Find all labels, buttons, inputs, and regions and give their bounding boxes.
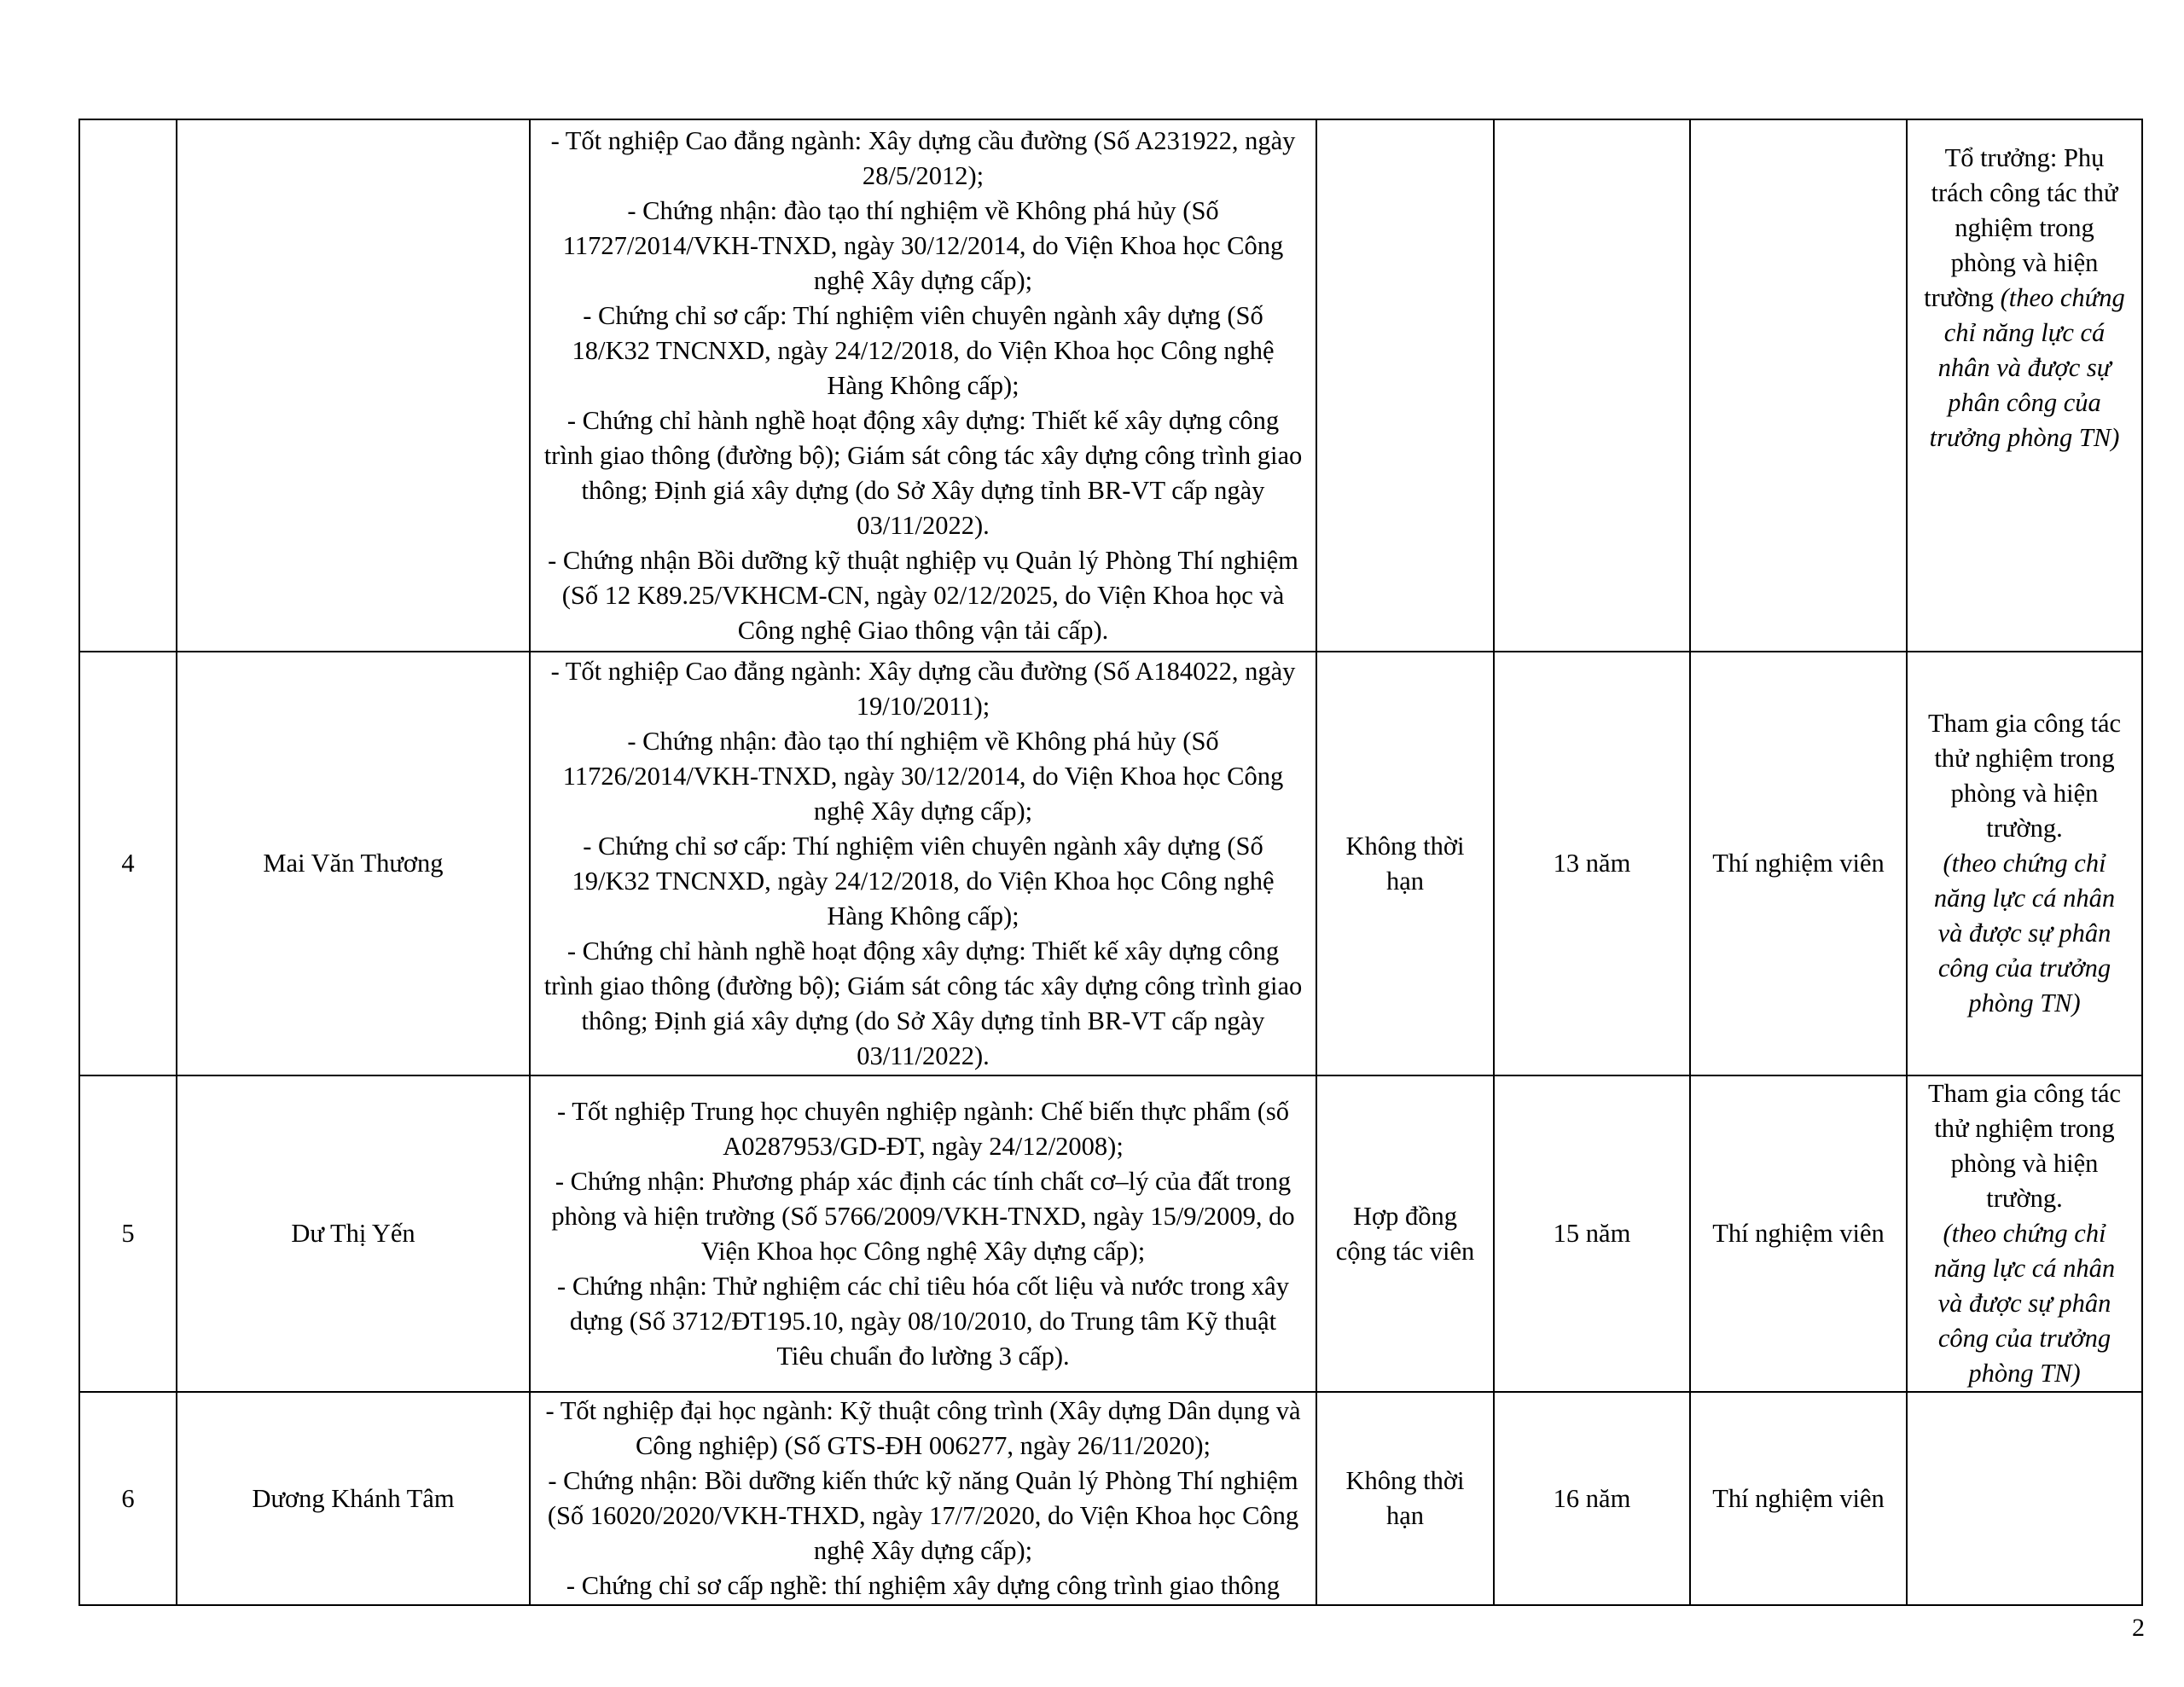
qualification-item: - Tốt nghiệp Cao đẳng ngành: Xây dựng cầu đường (Số A184022, ngày 19/10/2011); (550, 656, 1296, 721)
qualifications-cell (530, 1075, 1316, 1392)
qualification-item: - Chứng chỉ hành nghề hoạt động xây dựng: Thiết kế xây dựng công trình giao thông (đường bộ); Giám sát công tác xây dựng công trình giao thông; Định giá xây dựng (do Sở Xây dựng tỉnh BR-VT cấp ngày 03/11/2022). (543, 405, 1303, 540)
contract-type: Hợp đồng cộng tác viên (1316, 1075, 1494, 1392)
qualification-item: - Chứng nhận: Thử nghiệm các chỉ tiêu hóa cốt liệu và nước trong xây dựng (Số 3712/ĐT195.10, ngày 08/10/2010, do Trung tâm Kỹ thuật Tiêu chuẩn đo lường 3 cấp). (557, 1271, 1289, 1371)
page-number: 2 (2132, 1614, 2145, 1642)
experience-years: 16 năm (1494, 1392, 1690, 1605)
qualification-item: - Tốt nghiệp đại học ngành: Kỹ thuật công trình (Xây dựng Dân dụng và Công nghiệp) (Số GTS-ĐH 006277, ngày 26/11/2020); (545, 1396, 1301, 1460)
staff-name: Mai Văn Thương (177, 652, 530, 1075)
qualifications-cell (530, 652, 1316, 1075)
experience-years: 15 năm (1494, 1075, 1690, 1392)
row-number: 4 (79, 652, 177, 1075)
contract-type (1316, 119, 1494, 652)
staff-name: Dư Thị Yến (177, 1075, 530, 1392)
row-number (79, 119, 177, 652)
qualifications-cell (530, 119, 1316, 652)
qualification-item: - Chứng nhận: đào tạo thí nghiệm về Không phá hủy (Số 11727/2014/VKH-TNXD, ngày 30/12/2014, do Viện Khoa học Công nghệ Xây dựng cấp); (562, 195, 1284, 295)
qualification-item: - Chứng nhận Bồi dưỡng kỹ thuật nghiệp vụ Quản lý Phòng Thí nghiệm (Số 12 K89.25/VKHCM-CN, ngày 02/12/2025, do Viện Khoa học và Công nghệ Giao thông vận tải cấp). (548, 545, 1298, 645)
table-row (79, 652, 2142, 1075)
qualification-item: - Chứng nhận: Phương pháp xác định các tính chất cơ–lý của đất trong phòng và hiện trường (Số 5766/2009/VKH-TNXD, ngày 15/9/2009, do Viện Khoa học Công nghệ Xây dựng cấp); (551, 1166, 1295, 1266)
staff-name (177, 119, 530, 652)
row-number: 6 (79, 1392, 177, 1605)
row-number: 5 (79, 1075, 177, 1392)
experience-years: 13 năm (1494, 652, 1690, 1075)
qualification-item: - Chứng chỉ hành nghề hoạt động xây dựng: Thiết kế xây dựng công trình giao thông (đường bộ); Giám sát công tác xây dựng công trình giao thông; Định giá xây dựng (do Sở Xây dựng tỉnh BR-VT cấp ngày 03/11/2022). (543, 936, 1303, 1070)
role-text: Tham gia công tác thử nghiệm trong phòng và hiện trường. (1927, 1079, 2122, 1213)
qualification-item: - Chứng chỉ sơ cấp nghề: thí nghiệm xây dựng công trình giao thông (566, 1571, 1281, 1600)
qualification-item: - Chứng chỉ sơ cấp: Thí nghiệm viên chuyên ngành xây dựng (Số 18/K32 TNCNXD, ngày 24/12/2018, do Viện Khoa học Công nghệ Hàng Không cấp); (572, 300, 1275, 400)
experience-years (1494, 119, 1690, 652)
table-row (79, 119, 2142, 652)
qualification-item: - Tốt nghiệp Trung học chuyên nghiệp ngành: Chế biến thực phẩm (số A0287953/GD-ĐT, ngày 24/12/2008); (557, 1096, 1289, 1161)
job-position: Thí nghiệm viên (1690, 1392, 1907, 1605)
qualification-item: - Chứng nhận: Bồi dưỡng kiến thức kỹ năng Quản lý Phòng Thí nghiệm (Số 16020/2020/VKH-THXD, ngày 17/7/2020, do Viện Khoa học Công nghệ Xây dựng cấp); (547, 1466, 1299, 1565)
contract-type: Không thời hạn (1316, 1392, 1494, 1605)
contract-type: Không thời hạn (1316, 652, 1494, 1075)
qualification-item: - Tốt nghiệp Cao đẳng ngành: Xây dựng cầu đường (Số A231922, ngày 28/5/2012); (550, 125, 1296, 190)
qualifications-cell (530, 1392, 1316, 1605)
assigned-role (1907, 1392, 2142, 1605)
staff-table (78, 119, 2143, 1606)
role-note: (theo chứng chỉ năng lực cá nhân và được sự phân công của trưởng phòng TN) (1933, 1219, 2116, 1388)
table-row (79, 1075, 2142, 1392)
role-text: Tham gia công tác thử nghiệm trong phòng và hiện trường. (1927, 709, 2122, 843)
role-note: (theo chứng chỉ năng lực cá nhân và được sự phân công của trưởng phòng TN) (1929, 283, 2125, 452)
job-position: Thí nghiệm viên (1690, 1075, 1907, 1392)
table-row (79, 1392, 2142, 1605)
staff-name: Dương Khánh Tâm (177, 1392, 530, 1605)
assigned-role (1907, 652, 2142, 1075)
role-text: Tổ trưởng: Phụ trách công tác thử nghiệm trong phòng và hiện trường (1924, 143, 2118, 312)
qualification-item: - Chứng chỉ sơ cấp: Thí nghiệm viên chuyên ngành xây dựng (Số 19/K32 TNCNXD, ngày 24/12/2018, do Viện Khoa học Công nghệ Hàng Không cấp); (572, 831, 1275, 930)
qualification-item: - Chứng nhận: đào tạo thí nghiệm về Không phá hủy (Số 11726/2014/VKH-TNXD, ngày 30/12/2014, do Viện Khoa học Công nghệ Xây dựng cấp); (562, 726, 1284, 826)
role-note: (theo chứng chỉ năng lực cá nhân và được sự phân công của trưởng phòng TN) (1933, 849, 2116, 1017)
job-position (1690, 119, 1907, 652)
job-position: Thí nghiệm viên (1690, 652, 1907, 1075)
assigned-role (1907, 1075, 2142, 1392)
assigned-role (1907, 119, 2142, 652)
